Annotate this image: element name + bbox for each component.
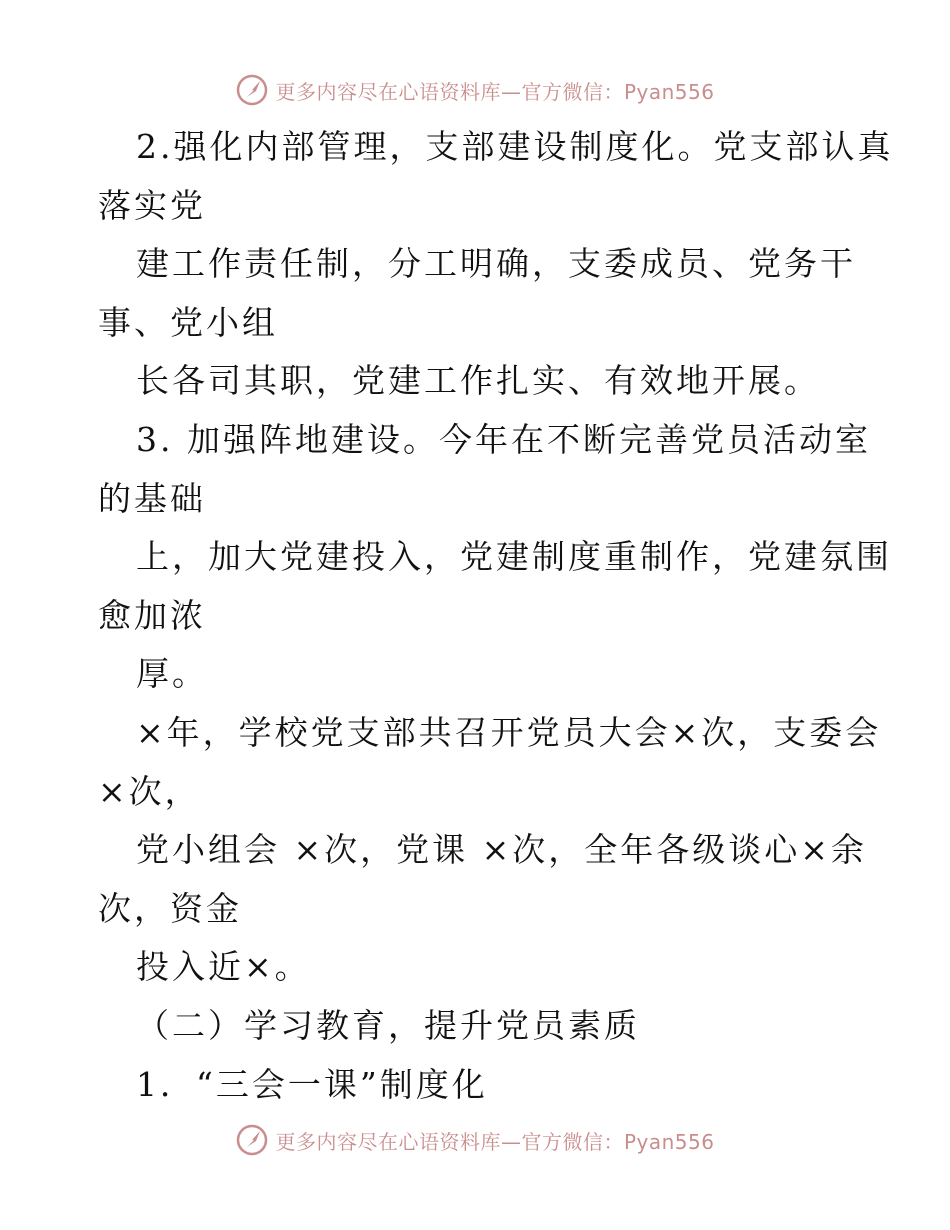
section-heading: （二）学习教育，提升党员素质	[136, 1005, 640, 1045]
watermark-text: 更多内容尽在心语资料库—官方微信：Pyan556	[275, 1129, 715, 1154]
text-line: 2.强化内部管理，支部建设制度化。党支部认真	[136, 127, 894, 166]
text-line: 建工作责任制，分工明确，支委成员、党务干	[136, 244, 856, 284]
text-line: 的基础	[98, 478, 206, 518]
feather-pen-circle-icon	[235, 1123, 269, 1157]
text-line: 党小组会 ×次，党课 ×次，全年各级谈心×余	[136, 830, 867, 870]
feather-pen-circle-icon	[235, 73, 269, 107]
text-line: 事、党小组	[98, 302, 278, 342]
watermark-header	[0, 70, 950, 110]
text-line: 厚。	[136, 654, 208, 694]
document-body	[98, 118, 894, 1114]
text-line: 愈加浓	[98, 595, 206, 635]
text-line: 上，加大党建投入，党建制度重制作，党建氛围	[136, 537, 892, 577]
text-line: 落实党	[98, 185, 206, 225]
text-line: 投入近×。	[136, 947, 311, 987]
subsection-heading: 1．“三会一课”制度化	[136, 1064, 488, 1104]
text-line: 长各司其职，党建工作扎实、有效地开展。	[136, 361, 820, 401]
text-line: ×次，	[98, 771, 201, 811]
watermark-footer	[0, 1120, 950, 1160]
text-line: 次，资金	[98, 888, 242, 928]
text-line: ×年，学校党支部共召开党员大会×次，支委会	[136, 712, 882, 752]
watermark-text: 更多内容尽在心语资料库—官方微信：Pyan556	[275, 79, 715, 104]
text-line: 3. 加强阵地建设。今年在不断完善党员活动室	[136, 419, 871, 459]
